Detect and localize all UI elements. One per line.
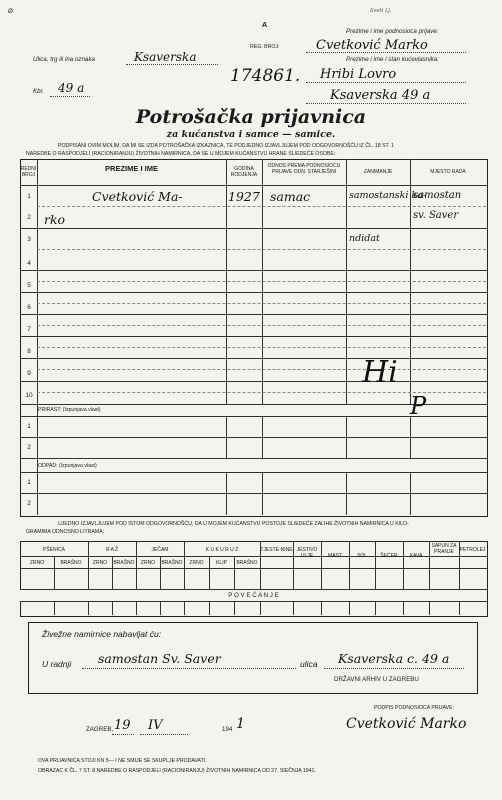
archive-stamp: DRŽAVNI ARHIV U ZAGREBU — [334, 676, 419, 683]
entry-name-2: rko — [44, 212, 66, 227]
stock-sub-label: BRAŠNO — [60, 560, 82, 566]
col-header-name: PREZIME I IME — [105, 164, 158, 173]
landlord-label: Prezime i ime i stan kućevlasnika: — [346, 56, 439, 63]
odpad-row: 1 — [27, 479, 31, 486]
entry-workplace-2: sv. Saver — [413, 210, 459, 221]
row-number: 8 — [27, 348, 31, 355]
form-subtitle: za kućanstva i samce — samice. — [166, 129, 336, 140]
shop-value: samostan Sv. Saver — [98, 651, 221, 666]
reg-number: 174861. — [230, 66, 301, 86]
stock-line-2: GRAMIMA ODNOSNO LITRAMA: — [26, 529, 105, 535]
col-header-workplace: MJESTO RADA — [430, 169, 466, 175]
submitter-value: Cvetković Marko — [316, 38, 428, 53]
stock-sub-label: ZRNO — [29, 560, 45, 566]
entry-relation: samac — [270, 189, 311, 204]
row-number: 5 — [27, 282, 31, 289]
shop-label: U radnji — [42, 659, 72, 669]
entry-year: 1927 — [228, 189, 260, 204]
date-year-prefix: 194 — [222, 726, 233, 733]
scribble-mark-2: P — [410, 392, 427, 420]
stock-single-label: PETROLEJ — [459, 547, 486, 553]
form-title: Potrošačka prijavnica — [135, 106, 367, 128]
stock-single-label: TJESTE-NINE — [260, 547, 293, 553]
corner-stamp: Sveti Lj. — [370, 8, 392, 14]
stock-single-label: MAST — [328, 553, 342, 559]
odpad-row: 2 — [27, 500, 31, 507]
scribble-mark: Hi — [362, 355, 398, 390]
row-number: 3 — [27, 236, 31, 243]
submitter-label: Prezime i ime podnosioca prijave: — [346, 28, 439, 35]
prirast-label: PRIRAST: (Izpunjava vlast) — [38, 407, 101, 413]
purchase-heading: Živežne namirnice nabavljat ću: — [42, 629, 162, 639]
stock-sub-label: ZRNO — [189, 560, 204, 566]
col-header-year: GODINA RODJENJA — [230, 166, 258, 178]
stock-group-label: K U K U R U Z — [205, 547, 239, 553]
form-note: OBRAZAC K ČL. 7 ST. 8 NAREDBE O RASPODJELI (RACIONIRANJU) ŽIVOTNIH NAMIRNICA OD 27. SIEČNJA 1941. — [38, 768, 316, 774]
stock-single-label: SOL — [356, 553, 367, 559]
stock-sub-label: BRAŠNO — [236, 560, 258, 566]
reg-label: REG. BROJ: — [250, 44, 280, 50]
date-month: IV — [148, 718, 163, 733]
stock-sub-label: BRAŠNO — [161, 560, 183, 566]
row-number: 1 — [27, 193, 31, 200]
stock-sub-label: BRAŠNO — [113, 560, 135, 566]
prirast-row: 1 — [27, 423, 31, 430]
stock-sub-label: ZRNO — [92, 560, 108, 566]
date-day: 19 — [114, 718, 131, 733]
stock-single-label: ŠEĆER — [380, 553, 398, 559]
row-number: 9 — [27, 370, 31, 377]
entry-name-1: Cvetković Ma- — [92, 189, 183, 204]
price-note: OVA PRIJAVNICA STOJI KN 5— I NE SMIJE SE SKUPLJE PRODAVATI. — [38, 758, 207, 764]
street-label: Ulica, trg ili ina oznaka — [33, 56, 95, 63]
col-header-relation: ODNOS PREMA PODNOSIOCU PRIJAVE ODN. STARJEŠINI — [267, 163, 341, 175]
row-number: 4 — [27, 260, 31, 267]
prirast-row: 2 — [27, 444, 31, 451]
entry-occupation-2: ndidat — [349, 233, 380, 244]
entry-occupation-1: samostanski ka- — [349, 190, 427, 201]
house-label: Kbr. — [33, 88, 45, 95]
street-value: Ksaverska — [134, 50, 197, 64]
purchase-street-value: Ksaverska c. 49 a — [338, 651, 450, 666]
stock-single-label: KAVA — [409, 553, 423, 559]
stock-sub-label: KLIP — [216, 560, 227, 566]
povecanje-label: P O V E Ć A N J E — [228, 592, 279, 599]
stock-line-1: UJEDNO IZJAVLJUJEM POD ISTOM ODGOVORNOŠĆU, DA U MOJEM KUĆANSTVU POSTOJE SLIEDEĆE ZALIHE ŽIVOTNIH NAMIRNICA U KILO- — [58, 521, 409, 527]
row-number: 7 — [27, 326, 31, 333]
row-number: 2 — [27, 214, 31, 221]
odpad-label: ODPAD: (Izpunjava vlast) — [38, 463, 97, 469]
row-number: 6 — [27, 304, 31, 311]
col-header-no: REDNI BROJ — [20, 166, 37, 178]
intro-line-2: NAREDBE O RASPODJELI (RACIONIRANJU) ŽIVOTNIH NAMIRNICA, DA SE U MOJEM KUĆANSTVU HRANE SLIEDEĆE OSOBE: — [26, 151, 336, 157]
corner-mark: Ø — [8, 8, 13, 15]
form-letter: A — [262, 20, 268, 29]
entry-workplace-1: samostan — [413, 190, 462, 201]
date-year-suffix: 1 — [236, 716, 245, 732]
stock-sub-label: ZRNO — [140, 560, 156, 566]
landlord-value-2: Ksaverska 49 a — [330, 88, 431, 103]
stock-single-label: SAPUN ZA PRANJE — [431, 543, 457, 555]
house-value: 49 a — [58, 81, 85, 95]
col-header-occupation: ZANIMANJE — [363, 169, 393, 175]
stock-group-label: PŠENICA — [43, 547, 65, 553]
signature-label: PODPIS PODNOSIOCA PRIJAVE: — [374, 705, 455, 711]
purchase-street-label: ulica — [300, 659, 318, 669]
row-number: 10 — [25, 392, 33, 399]
landlord-value-1: Hribi Lovro — [320, 67, 397, 82]
stock-single-label: JESTIVO ULJE — [296, 547, 318, 559]
stock-group-label: R A Ž — [105, 547, 119, 553]
signature: Cvetković Marko — [346, 716, 467, 732]
intro-line-1: PODPISANI OVIM MOLIM, DA MI SE IZDA POTROŠAČKA IZKAZNICA, TE PODJEDNO IZJAVLJUJEM POD ODGOVORNOŠĆU IZ ČL. 18 ST. 1 — [58, 143, 394, 149]
place-label: ZAGREB, — [86, 726, 114, 733]
stock-group-label: JEČAM — [151, 547, 169, 553]
